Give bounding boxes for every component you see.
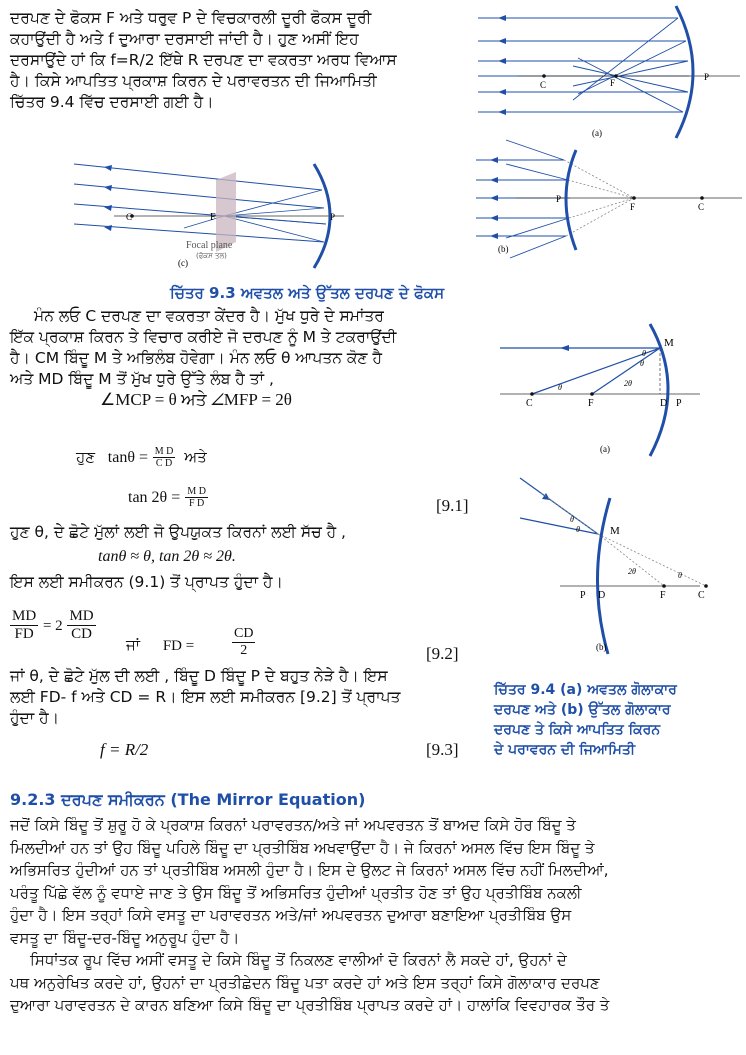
label-d: D xyxy=(598,590,606,601)
convex-mirror xyxy=(597,498,610,654)
section-line: ਮਿਲਦੀਆਂ ਹਨ ਤਾਂ ਉਹ ਬਿੰਦੂ ਪਹਿਲੇ ਬਿੰਦੂ ਦਾ ਪ੍ਰਤੀਬਿੰਬ ਅਖਵਾਉਂਦਾ ਹੈ। ਜੇ ਕਿਰਨਾਂ ਅਸਲ ਵਿੱਚ ਇਸ ਬਿੰਦੂ ਤੇ xyxy=(10,838,595,857)
intro-line: ਕਹਾਉਂਦੀ ਹੈ ਅਤੇ f ਦੁਆਰਾ ਦਰਸਾਈ ਜਾਂਦੀ ਹੈ। ਹੁਣ ਅਸੀਂ ਇਹ xyxy=(10,30,359,48)
label-theta: θ xyxy=(678,571,682,580)
tan-theta-lhs: tanθ = xyxy=(107,449,148,466)
fig-b-label: (b) xyxy=(596,642,607,652)
fig-a-label: (a) xyxy=(592,128,602,138)
section-heading: 9.2.3 ਦਰਪਣ ਸਮੀਕਰਨ (The Mirror Equation) xyxy=(10,790,366,809)
figure-9-3c xyxy=(74,150,364,270)
derivation-line: ਅਤੇ MD ਬਿੰਦੂ M ਤੋਂ ਮੁੱਖ ਧੁਰੇ ਉੱਤੇ ਲੰਬ ਹੈ ਤਾਂ , xyxy=(10,370,274,388)
section-line: ਵਸਤੂ ਦਾ ਬਿੰਦੂ-ਦਰ-ਬਿੰਦੂ ਅਨੁਰੂਪ ਹੁੰਦਾ ਹੈ। xyxy=(10,928,240,947)
numerator: M D xyxy=(154,446,174,457)
derivation-line: ਜਾਂ θ, ਦੇ ਛੋਟੇ ਮੁੱਲ ਦੀ ਲਈ , ਬਿੰਦੂ D ਬਿੰਦੂ P ਦੇ ਬਹੁਤ ਨੇੜੇ ਹੈ। ਇਸ xyxy=(10,667,388,685)
figure-9-4b xyxy=(500,478,705,658)
derivation-line: ਲਈ FD- f ਅਤੇ CD = R। ਇਸ ਲਈ ਸਮੀਕਰਨ [9.2] ਤੋਂ ਪ੍ਰਾਪਤ xyxy=(10,688,401,706)
section-line: ਸਿਧਾਂਤਕ ਰੂਪ ਵਿੱਚ ਅਸੀਂ ਵਸਤੂ ਦੇ ਕਿਸੇ ਬਿੰਦੂ ਤੋਂ ਨਿਕਲਣ ਵਾਲੀਆਂ ਦੋ ਕਿਰਨਾਂ ਲੈ ਸਕਦੇ ਹਾਂ, ਉਹਨਾਂ ਦੇ xyxy=(30,951,567,969)
caption-line: ਚਿੱਤਰ 9.4 (a) ਅਵਤਲ ਗੋਲਾਕਾਰ xyxy=(494,682,677,698)
derivation-line: ਹੈ। CM ਬਿੰਦੂ M ਤੇ ਅਭਿਲੰਬ ਹੋਵੇਗਾ। ਮੰਨ ਲਓ θ ਆਪਤਨ ਕੋਣ ਹੈ xyxy=(10,349,382,367)
intro-paragraph xyxy=(10,8,468,113)
figure-9-4-caption xyxy=(494,680,744,760)
label-m: M xyxy=(664,337,674,349)
label-f: F xyxy=(630,202,636,212)
label-theta: θ xyxy=(558,383,562,392)
tan-theta-equation xyxy=(76,446,207,469)
label-f: F xyxy=(588,398,594,409)
figure-9-3b xyxy=(476,150,742,258)
reflected-rays xyxy=(573,18,688,112)
section-body xyxy=(10,814,738,1017)
section-line: ਜਦੋਂ ਕਿਸੇ ਬਿੰਦੂ ਤੋਂ ਸ਼ੁਰੂ ਹੋ ਕੇ ਪ੍ਰਕਾਸ਼ ਕਿਰਨਾਂ ਪਰਾਵਰਤਨ/ਅਤੇ ਜਾਂ ਅਪਵਰਤਨ ਤੋਂ ਬਾਅਦ ਕਿਸੇ ਹੋਰ ਬਿੰਦੂ ਤੇ xyxy=(10,816,576,834)
fd-lhs: FD = xyxy=(162,638,195,654)
equation-number-9-2: [9.2] xyxy=(426,644,459,663)
intro-line: ਦਰਪਣ ਦੇ ਫੋਕਸ F ਅਤੇ ਧਰੁਵ P ਦੇ ਵਿਚਕਾਰਲੀ ਦੂਰੀ ਫੋਕਸ ਦੂਰੀ xyxy=(10,9,372,27)
label-p: P xyxy=(704,72,710,82)
fraction-md-fd xyxy=(10,608,38,643)
label-d: D xyxy=(660,398,668,409)
label-p: P xyxy=(676,398,682,409)
fraction-md-fd xyxy=(185,486,208,509)
derivation-line: ਮੰਨ ਲਓ C ਦਰਪਣ ਦਾ ਵਕਰਤਾ ਕੇਂਦਰ ਹੈ। ਮੁੱਖ ਧੁਰੇ ਦੇ ਸਮਾਂਤਰ xyxy=(34,307,384,325)
label-2theta: 2θ xyxy=(628,567,636,576)
denominator: F D xyxy=(188,498,205,509)
fig-a-label: (a) xyxy=(600,444,610,454)
label-c: C xyxy=(540,80,547,90)
ratio-equation xyxy=(10,608,96,643)
point-c xyxy=(542,74,546,78)
fraction-cd-2 xyxy=(232,626,255,659)
equation-number-9-1: [9.1] xyxy=(436,496,469,515)
label-2theta: 2θ xyxy=(624,379,632,388)
fraction-md-cd xyxy=(67,608,95,643)
small-angle-approx: tanθ ≈ θ, tan 2θ ≈ 2θ. xyxy=(98,548,236,565)
concave-mirror xyxy=(676,6,693,138)
label-p: P xyxy=(580,590,586,601)
numerator: MD xyxy=(12,608,37,624)
now-word: ਹੁਣ xyxy=(76,448,95,466)
label-f: F xyxy=(610,78,616,88)
tan-2theta-equation xyxy=(128,486,208,509)
derivation-line: ਇੱਕ ਪ੍ਰਕਾਸ਼ ਕਿਰਨ ਤੇ ਵਿਚਾਰ ਕਰੀਏ ਜੋ ਦਰਪਣ ਨੂੰ M ਤੇ ਟਕਰਾਉਂਦੀ xyxy=(10,328,397,346)
tan-2theta-lhs: tan 2θ = xyxy=(128,489,181,506)
label-c: C xyxy=(526,398,533,409)
label-c: C xyxy=(698,590,705,601)
label-p: P xyxy=(556,194,562,204)
numerator: CD xyxy=(234,626,254,641)
denominator: CD xyxy=(71,626,92,642)
numerator: M D xyxy=(187,486,206,497)
label-theta: θ xyxy=(576,525,580,534)
fig-b-label: (b) xyxy=(498,244,509,254)
figure-9-3-caption: ਚਿੱਤਰ 9.3 ਅਵਤਲ ਅਤੇ ਉੱਤਲ ਦਰਪਣ ਦੇ ਫੋਕਸ xyxy=(170,284,445,302)
caption-line: ਦਰਪਣ ਅਤੇ (b) ਉੱਤਲ ਗੋਲਾਕਾਰ xyxy=(494,702,671,718)
fraction xyxy=(232,626,255,659)
final-equation: f = R/2 xyxy=(100,740,149,759)
fig-c-label: (c) xyxy=(178,258,188,268)
intro-line: ਹੈ। ਕਿਸੇ ਆਪਤਿਤ ਪ੍ਰਕਾਸ਼ ਕਿਰਨ ਦੇ ਪਰਾਵਰਤਨ ਦੀ ਜਿਆਮਿਤੀ xyxy=(10,72,377,90)
or-word: ਜਾਂ xyxy=(126,636,141,654)
figure-9-4a xyxy=(500,324,700,460)
point-c xyxy=(700,196,704,200)
label-c: C xyxy=(698,202,705,212)
section-line: ਪਥ ਅਨੁਰੇਖਿਤ ਕਰਦੇ ਹਾਂ, ਉਹਨਾਂ ਦਾ ਪ੍ਰਤੀਛੇਦਨ ਬਿੰਦੂ ਪਤਾ ਕਰਦੇ ਹਾਂ ਅਤੇ ਇਸ ਤਰ੍ਹਾਂ ਕਿਸੇ ਗੋਲਾਕਾਰ ਦਰਪਣ xyxy=(10,973,600,992)
label-f: F xyxy=(660,590,666,601)
section-line: ਪਰੰਤੂ ਪਿੱਛੇ ਵੱਲ ਨੂੰ ਵਧਾਏ ਜਾਣ ਤੇ ਉਸ ਬਿੰਦੂ ਤੋਂ ਅਭਿਸਰਿਤ ਹੁੰਦੀਆਂ ਪ੍ਰਤੀਤ ਹੋਣ ਤਾਂ ਉਹ ਪ੍ਰਤੀਬਿੰਬ ਨਕਲੀ xyxy=(10,883,582,902)
label-theta: θ xyxy=(570,515,574,524)
intro-line: ਚਿੱਤਰ 9.4 ਵਿੱਚ ਦਰਸਾਈ ਗਈ ਹੈ। xyxy=(10,93,214,111)
normal-cm xyxy=(532,348,660,394)
derivation-conclusion xyxy=(10,666,480,729)
derivation-line: ਹੁੰਦਾ ਹੈ। xyxy=(10,709,60,727)
point-c xyxy=(530,392,534,396)
section-line: ਅਭਿਸਰਿਤ ਹੁੰਦੀਆਂ ਹਨ ਤਾਂ ਪ੍ਰਤੀਬਿੰਬ ਅਸਲੀ ਹੁੰਦਾ ਹੈ। ਇਸ ਦੇ ਉਲਟ ਜੇ ਕਿਰਨਾਂ ਅਸਲ ਵਿੱਚ ਨਹੀਂ ਮਿਲਦੀਆਂ, xyxy=(10,861,609,879)
label-f: F xyxy=(210,212,216,223)
section-line: ਦੁਆਰਾ ਪਰਾਵਰਤਨ ਦੇ ਕਾਰਨ ਬਣਿਆ ਕਿਸੇ ਬਿੰਦੂ ਦਾ ਪ੍ਰਤੀਬਿੰਬ ਪ੍ਰਾਪਤ ਕਰਦੇ ਹਾਂ। ਹਾਲਾਂਕਿ ਵਿਵਹਾਰਕ ਤੌਰ ਤੇ xyxy=(10,996,610,1014)
caption-line: ਦੇ ਪਰਾਵਰਨ ਦੀ ਜਿਆਮਿਤੀ xyxy=(494,742,636,758)
small-angle-sentence: ਹੁਣ θ, ਦੇ ਛੋਟੇ ਮੁੱਲਾਂ ਲਈ ਜੋ ਉਪਯੁਕਤ ਕਿਰਨਾਂ ਲਈ ਸੱਚ ਹੈ , xyxy=(10,523,346,541)
numerator: MD xyxy=(69,608,94,624)
focal-plane-label: Focal plane xyxy=(186,240,233,251)
therefore-sentence: ਇਸ ਲਈ ਸਮੀਕਰਨ (9.1) ਤੋਂ ਪ੍ਰਾਪਤ ਹੁੰਦਾ ਹੈ। xyxy=(10,573,283,591)
denominator: 2 xyxy=(240,643,248,658)
focal-plane-label-pa: (ਫੋਕਸ ਤਲ) xyxy=(196,252,227,260)
section-line: ਹੁੰਦਾ ਹੈ। ਇਸ ਤਰ੍ਹਾਂ ਕਿਸੇ ਵਸਤੂ ਦਾ ਪਰਾਵਰਤਨ ਅਤੇ/ਜਾਂ ਅਪਵਰਤਨ ਦੁਆਰਾ ਬਣਾਇਆ ਪ੍ਰਤੀਬਿੰਬ ਉਸ xyxy=(10,906,572,924)
intro-line: ਦਰਸਾਉਂਦੇ ਹਾਂ ਕਿ f=R/2 ਇੱਥੇ R ਦਰਪਣ ਦਾ ਵਕਰਤਾ ਅਰਧ ਵਿਆਸ xyxy=(10,51,397,69)
label-theta: θ xyxy=(640,359,644,368)
denominator: C D xyxy=(155,458,173,469)
label-p: P xyxy=(330,212,336,222)
equals-two: = 2 xyxy=(42,618,63,634)
label-m: M xyxy=(610,525,620,537)
caption-line: ਦਰਪਣ ਤੇ ਕਿਸੇ ਆਪਤਿਤ ਕਿਰਨ xyxy=(494,722,661,738)
figure-9-3a xyxy=(478,4,740,140)
point-f xyxy=(662,584,666,588)
incident-rays xyxy=(74,164,326,242)
derivation-paragraph xyxy=(10,306,478,390)
incident-rays xyxy=(478,15,689,115)
denominator: FD xyxy=(14,626,34,642)
and-word: ਅਤੇ xyxy=(184,448,207,466)
fd-equation xyxy=(126,636,194,655)
point-f xyxy=(632,196,636,200)
label-theta: θ xyxy=(642,349,646,358)
point-f xyxy=(590,392,594,396)
angle-relations: ∠MCP = θ ਅਤੇ ∠MFP = 2θ xyxy=(100,390,292,409)
equation-number-9-3: [9.3] xyxy=(426,740,459,759)
point-c xyxy=(704,584,708,588)
label-c: C xyxy=(126,212,133,222)
fraction-md-cd xyxy=(153,446,176,469)
